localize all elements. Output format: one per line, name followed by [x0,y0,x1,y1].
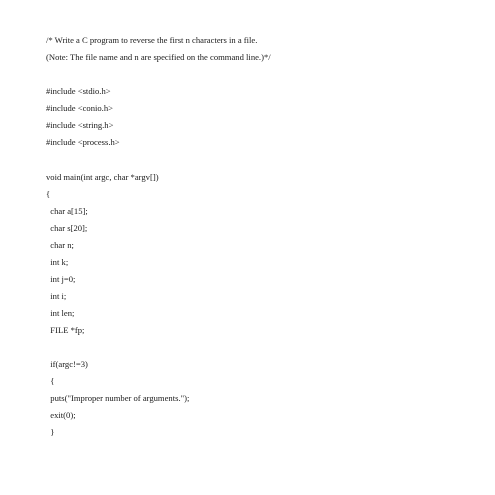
code-line-6: #include <string.h> [46,120,114,130]
code-line-5: #include <conio.h> [46,103,113,113]
code-line-18: FILE *fp; [46,325,85,335]
code-line-10: { [46,189,51,199]
code-line-2: (Note: The file name and n are specified on the command line.)*/ [46,52,271,62]
code-line-13: char n; [46,240,74,250]
code-line-4: #include <stdio.h> [46,86,111,96]
code-line-22: puts("Improper number of arguments."); [46,393,190,403]
code-line-23: exit(0); [46,410,76,420]
code-line-7: #include <process.h> [46,137,120,147]
code-line-21: { [46,376,55,386]
code-line-15: int j=0; [46,274,76,284]
code-line-24: } [46,427,55,437]
code-line-9: void main(int argc, char *argv[]) [46,172,159,182]
code-line-20: if(argc!=3) [46,359,88,369]
code-line-1: /* Write a C program to reverse the first n characters in a file. [46,35,258,45]
code-line-17: int len; [46,308,75,318]
code-line-16: int i; [46,291,67,301]
code-line-11: char a[15]; [46,206,88,216]
code-line-12: char s[20]; [46,223,88,233]
code-line-14: int k; [46,257,69,267]
